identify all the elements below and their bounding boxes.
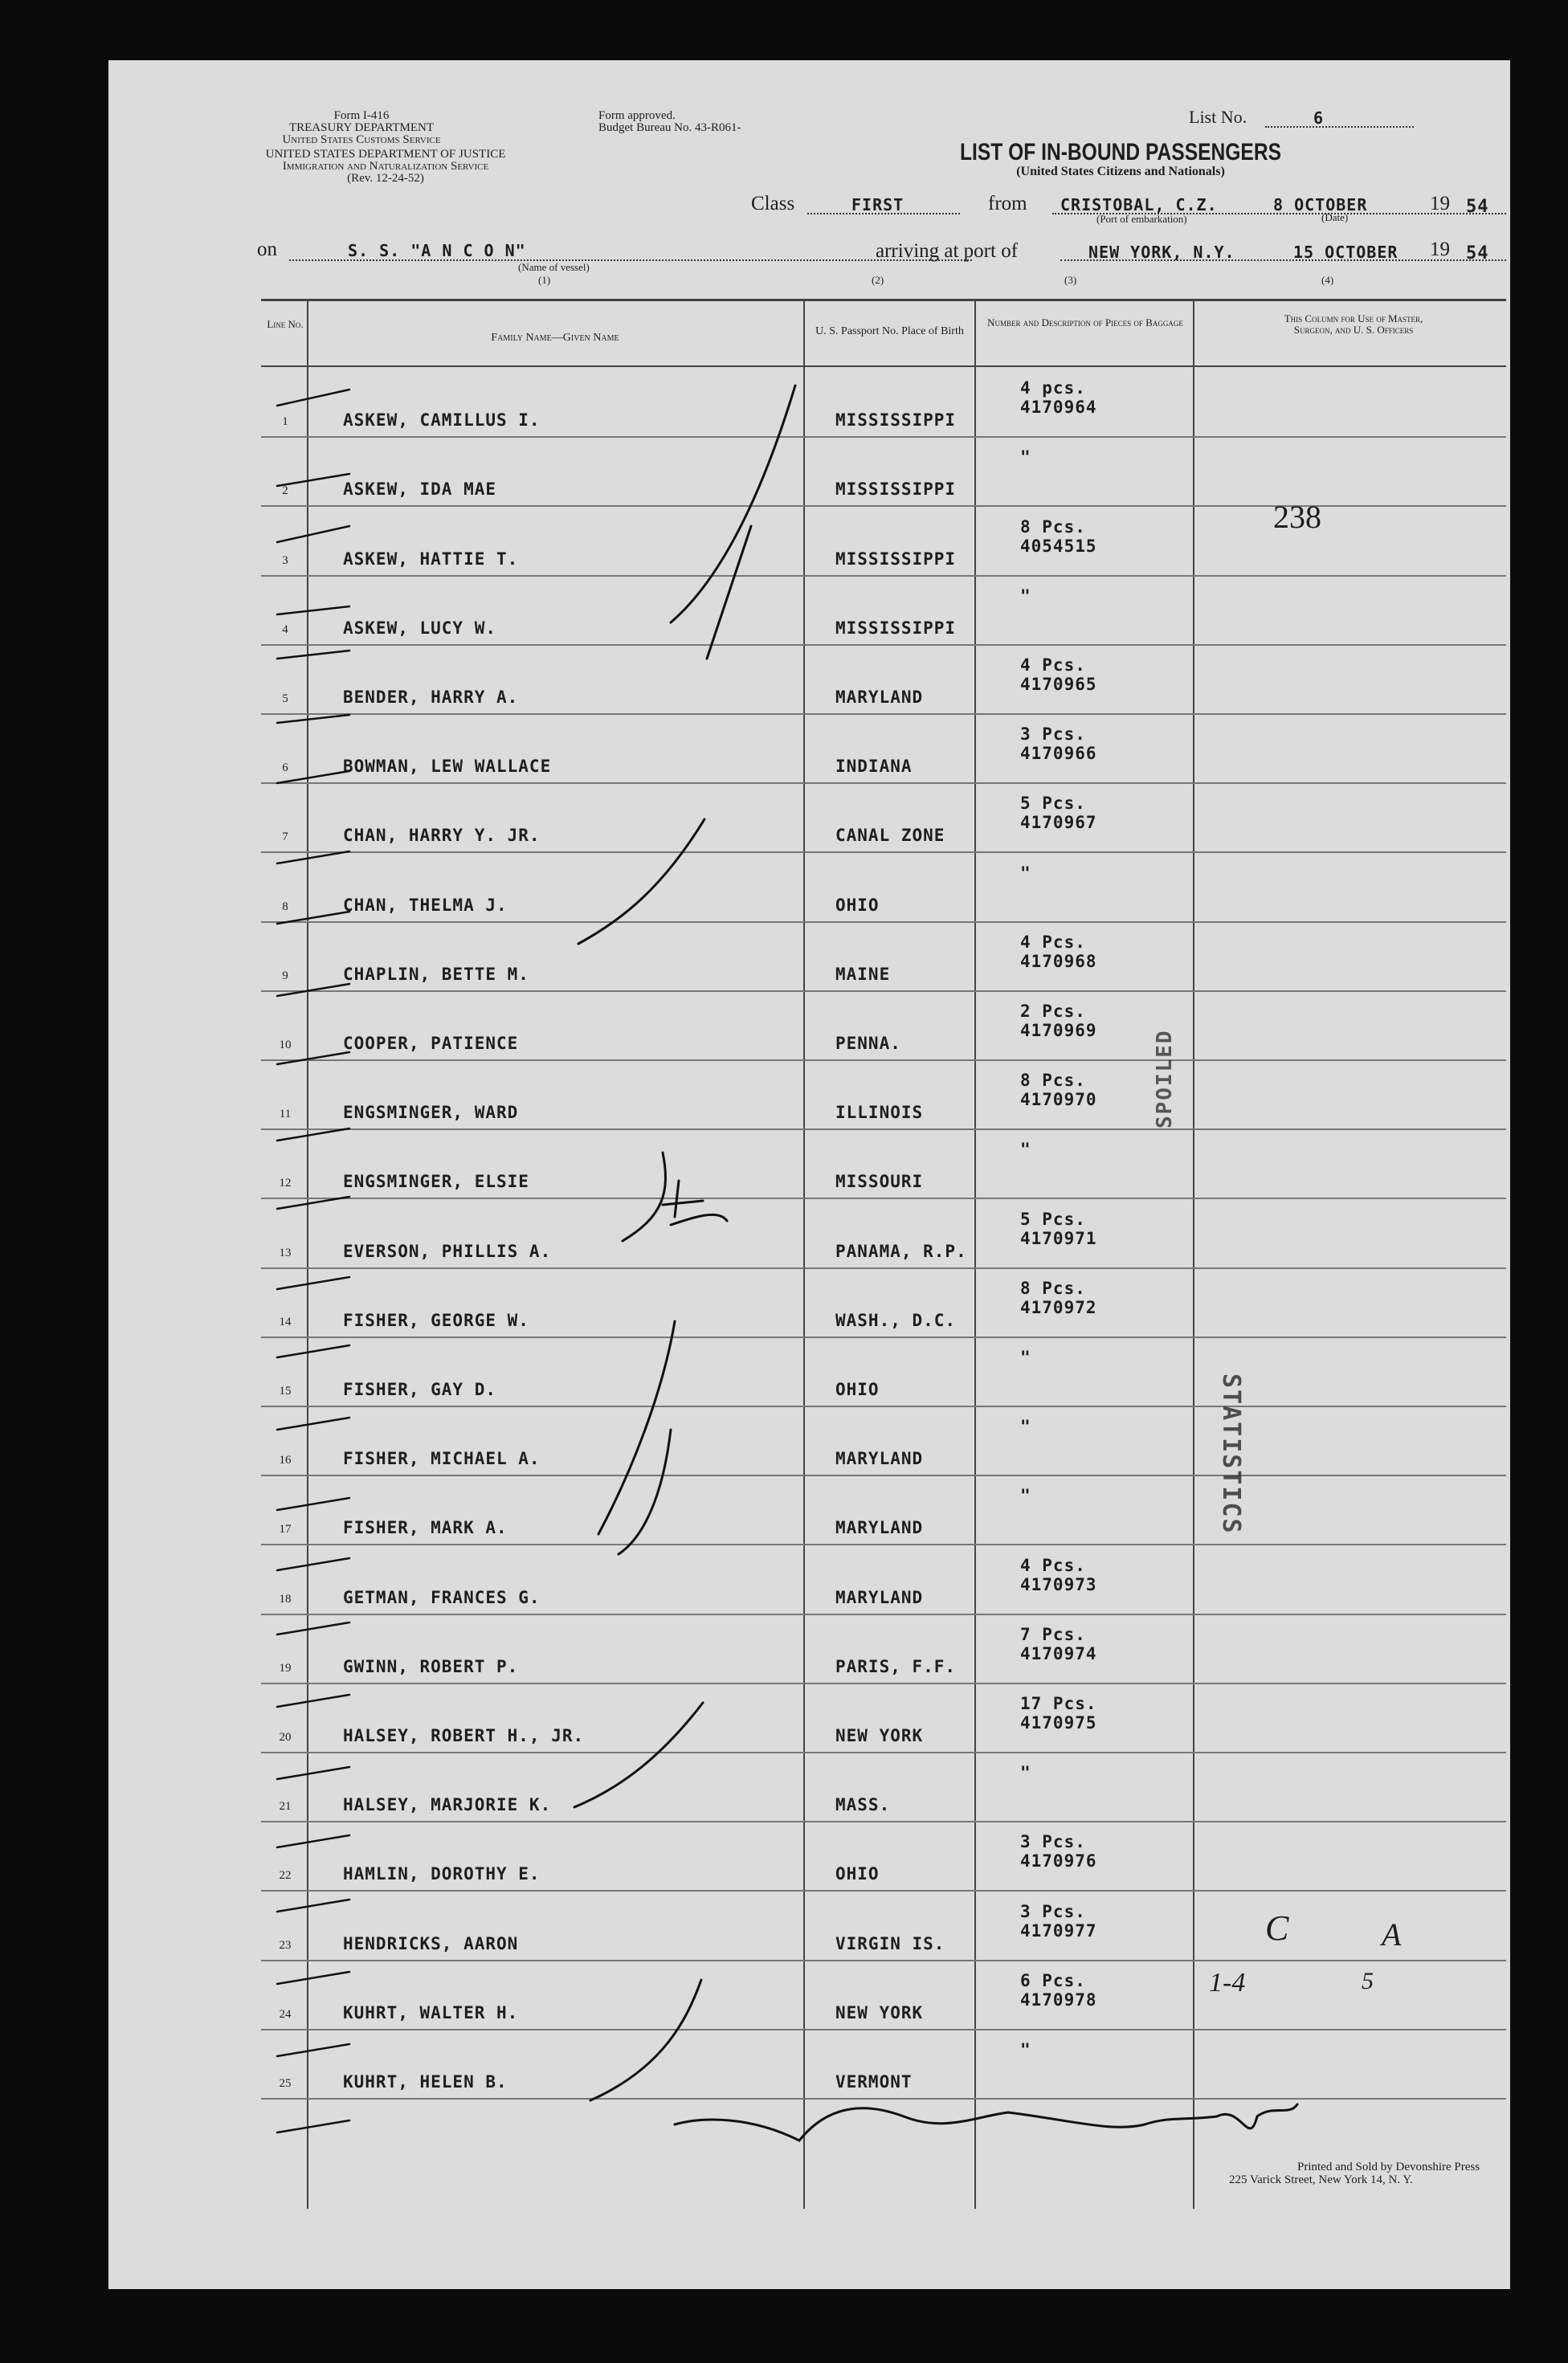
passenger-name: KUHRT, WALTER H. — [343, 2003, 519, 2022]
baggage-number: 4170973 — [1020, 1575, 1097, 1594]
line-number: 11 — [279, 1108, 292, 1120]
passenger-name: FISHER, GEORGE W. — [343, 1311, 529, 1330]
passenger-name: COOPER, PATIENCE — [343, 1034, 519, 1053]
place-of-birth: MARYLAND — [835, 1588, 924, 1607]
place-of-birth: CANAL ZONE — [835, 826, 945, 845]
ins-label: Immigration and Naturalization Service — [282, 160, 489, 173]
arrival-date: 15 OCTOBER — [1293, 243, 1399, 262]
place-of-birth: ILLINOIS — [835, 1103, 924, 1122]
class-label: Class — [751, 193, 795, 214]
printer-credit — [1229, 2161, 1480, 2186]
place-of-birth: VIRGIN IS. — [835, 1934, 945, 1953]
place-of-birth: MASS. — [835, 1795, 891, 1814]
customs-label: United States Customs Service — [282, 133, 441, 146]
place-of-birth: MAINE — [835, 965, 891, 984]
line-number: 24 — [279, 2008, 292, 2021]
passenger-name: ENGSMINGER, WARD — [343, 1103, 519, 1122]
passenger-name: ASKEW, LUCY W. — [343, 618, 497, 638]
passenger-name: CHAN, THELMA J. — [343, 896, 508, 915]
baggage-pieces: 4 Pcs. — [1020, 933, 1086, 952]
passenger-name: HENDRICKS, AARON — [343, 1934, 519, 1953]
list-no-value: 6 — [1313, 108, 1325, 128]
baggage-pieces: 4 Pcs. — [1020, 1556, 1086, 1575]
passenger-name: BENDER, HARRY A. — [343, 688, 519, 707]
place-of-birth: MISSISSIPPI — [835, 618, 957, 638]
passenger-name: ASKEW, IDA MAE — [343, 480, 497, 499]
form-number: Form I-416 — [333, 109, 390, 122]
passenger-name: FISHER, MARK A. — [343, 1518, 508, 1537]
place-of-birth: PANAMA, R.P. — [835, 1242, 967, 1261]
baggage-pieces: 4 Pcs. — [1020, 655, 1086, 675]
passenger-name: ENGSMINGER, ELSIE — [343, 1172, 529, 1191]
place-of-birth: MARYLAND — [835, 1518, 924, 1537]
line-number: 4 — [282, 623, 288, 636]
passenger-name: ASKEW, CAMILLUS I. — [343, 410, 541, 430]
line-number: 12 — [279, 1177, 292, 1190]
statistics-stamp: STATISTICS — [1217, 1373, 1245, 1535]
page-title: LIST OF IN-BOUND PASSENGERS — [959, 139, 1282, 165]
baggage-pieces: 3 Pcs. — [1020, 1902, 1086, 1921]
place-of-birth: PARIS, F.F. — [835, 1657, 957, 1676]
line-number: 15 — [279, 1385, 292, 1398]
place-of-birth: MISSOURI — [835, 1172, 924, 1191]
baggage-pieces: " — [1020, 586, 1031, 606]
baggage-number: 4170967 — [1020, 813, 1097, 832]
place-of-birth: PENNA. — [835, 1034, 901, 1053]
line-number: 25 — [279, 2077, 292, 2090]
place-of-birth: MISSISSIPPI — [835, 410, 957, 430]
passenger-name: HALSEY, MARJORIE K. — [343, 1795, 552, 1814]
baggage-number: 4170970 — [1020, 1090, 1097, 1109]
baggage-pieces: " — [1020, 1486, 1031, 1505]
line-number: 13 — [279, 1247, 292, 1259]
passenger-name: GETMAN, FRANCES G. — [343, 1588, 541, 1607]
date-caption: (Date) — [1321, 211, 1349, 223]
handwritten-5: 5 — [1362, 1968, 1374, 1994]
baggage-pieces: 8 Pcs. — [1020, 1279, 1086, 1298]
date-value: 8 OCTOBER — [1273, 195, 1368, 214]
vessel-caption: (Name of vessel) — [518, 261, 590, 273]
col1-number: (1) — [538, 274, 551, 286]
baggage-pieces: " — [1020, 447, 1031, 467]
baggage-number: 4170977 — [1020, 1921, 1097, 1941]
line-number: 16 — [279, 1454, 292, 1467]
place-of-birth: OHIO — [835, 1380, 880, 1399]
baggage-pieces: " — [1020, 1763, 1031, 1782]
baggage-pieces: 5 Pcs. — [1020, 1210, 1086, 1229]
baggage-number: 4170971 — [1020, 1229, 1097, 1248]
baggage-pieces: 3 Pcs. — [1020, 1832, 1086, 1851]
place-of-birth: VERMONT — [835, 2072, 913, 2092]
line-number: 19 — [279, 1662, 292, 1675]
baggage-number: 4170974 — [1020, 1644, 1097, 1663]
baggage-pieces: " — [1020, 2040, 1031, 2059]
place-of-birth: MARYLAND — [835, 1449, 924, 1468]
baggage-number: 4170965 — [1020, 675, 1097, 694]
baggage-pieces: " — [1020, 1348, 1031, 1367]
baggage-pieces: 5 Pcs. — [1020, 794, 1086, 813]
passenger-name: FISHER, GAY D. — [343, 1380, 497, 1399]
port-caption: (Port of embarkation) — [1096, 213, 1187, 225]
baggage-pieces: " — [1020, 1417, 1031, 1436]
baggage-pieces: " — [1020, 1140, 1031, 1159]
baggage-pieces: 8 Pcs. — [1020, 517, 1086, 537]
spoiled-stamp: SPOILED — [1153, 1029, 1177, 1128]
line-number: 18 — [279, 1593, 292, 1606]
officer-number: 238 — [1273, 499, 1321, 535]
manifest-sheet — [108, 60, 1510, 2289]
col3-number: (3) — [1064, 274, 1077, 286]
baggage-pieces: 8 Pcs. — [1020, 1071, 1086, 1090]
line-number: 1 — [282, 415, 288, 428]
budget-label: Budget Bureau No. 43-R061- — [598, 121, 741, 134]
place-of-birth: NEW YORK — [835, 1726, 924, 1745]
line-number: 23 — [279, 1939, 292, 1952]
baggage-number: 4170964 — [1020, 398, 1097, 417]
handwriting-marks — [108, 60, 1510, 2289]
justice-label: UNITED STATES DEPARTMENT OF JUSTICE — [265, 148, 506, 161]
place-of-birth: MISSISSIPPI — [835, 480, 957, 499]
place-of-birth: MARYLAND — [835, 688, 924, 707]
baggage-pieces: 3 Pcs. — [1020, 724, 1086, 744]
treasury-label: TREASURY DEPARTMENT — [288, 121, 435, 134]
line-number: 7 — [282, 831, 288, 843]
passenger-name: GWINN, ROBERT P. — [343, 1657, 519, 1676]
baggage-number: 4170976 — [1020, 1851, 1097, 1871]
port-value: CRISTOBAL, C.Z. — [1060, 195, 1218, 214]
baggage-number: 4170966 — [1020, 744, 1097, 763]
place-of-birth: OHIO — [835, 1864, 880, 1883]
handwritten-1-4: 1-4 — [1209, 1968, 1246, 1998]
place-of-birth: OHIO — [835, 896, 880, 915]
col-heading-passport: U. S. Passport No. Place of Birth — [815, 325, 964, 337]
passenger-name: EVERSON, PHILLIS A. — [343, 1242, 552, 1261]
handwritten-c: C — [1265, 1908, 1289, 1948]
col-heading-officers: This Column for Use of Master, Surgeon, and U. S. Officers — [1284, 312, 1423, 336]
year-prefix: 19 — [1430, 193, 1450, 214]
printer-line-2: 225 Varick Street, New York 14, N. Y. — [1229, 2173, 1413, 2186]
line-number: 8 — [282, 900, 288, 913]
col-heading-line: Line No. — [267, 318, 304, 330]
handwritten-a: A — [1382, 1916, 1402, 1953]
approved-label: Form approved. — [598, 109, 676, 122]
baggage-number: 4170972 — [1020, 1298, 1097, 1317]
line-number: 6 — [282, 761, 288, 774]
line-number: 14 — [279, 1316, 292, 1328]
passenger-name: BOWMAN, LEW WALLACE — [343, 757, 552, 776]
page-subtitle: (United States Citizens and Nationals) — [1016, 165, 1225, 178]
rev-label: (Rev. 12-24-52) — [347, 172, 424, 185]
place-of-birth: MISSISSIPPI — [835, 549, 957, 569]
baggage-number: 4054515 — [1020, 537, 1097, 556]
place-of-birth: NEW YORK — [835, 2003, 924, 2022]
arrival-year-prefix: 19 — [1430, 239, 1450, 260]
line-number: 3 — [282, 554, 288, 567]
line-number: 21 — [279, 1800, 292, 1813]
passenger-name: HALSEY, ROBERT H., JR. — [343, 1726, 585, 1745]
place-of-birth: WASH., D.C. — [835, 1311, 957, 1330]
printer-line-1: Printed and Sold by Devonshire Press — [1297, 2161, 1480, 2173]
baggage-number: 4170968 — [1020, 952, 1097, 971]
baggage-pieces: 6 Pcs. — [1020, 1971, 1086, 1990]
col-heading-baggage: Number and Description of Pieces of Baggage — [987, 316, 1183, 329]
place-of-birth: INDIANA — [835, 757, 913, 776]
vessel-value: S. S. "A N C O N" — [348, 241, 526, 260]
col4-number: (4) — [1321, 274, 1334, 286]
passenger-name: CHAN, HARRY Y. JR. — [343, 826, 541, 845]
baggage-pieces: 2 Pcs. — [1020, 1002, 1086, 1021]
arriving-label: arriving at port of — [876, 240, 1019, 262]
col2-number: (2) — [872, 274, 884, 286]
baggage-pieces: 7 Pcs. — [1020, 1625, 1086, 1644]
baggage-number: 4170978 — [1020, 1990, 1097, 2010]
from-label: from — [988, 193, 1027, 214]
line-number: 17 — [279, 1523, 292, 1536]
class-value: FIRST — [851, 195, 904, 214]
on-label: on — [257, 239, 277, 260]
passenger-name: ASKEW, HATTIE T. — [343, 549, 519, 569]
year-value: 54 — [1466, 197, 1489, 217]
baggage-pieces: 17 Pcs. — [1020, 1694, 1097, 1713]
passenger-name: CHAPLIN, BETTE M. — [343, 965, 529, 984]
line-number: 10 — [279, 1039, 292, 1051]
line-number: 2 — [282, 484, 288, 497]
baggage-number: 4170975 — [1020, 1713, 1097, 1732]
line-number: 22 — [279, 1869, 292, 1882]
list-no-label: List No. — [1189, 107, 1247, 127]
baggage-pieces: 4 pcs. — [1020, 378, 1086, 398]
arrival-year: 54 — [1466, 243, 1489, 263]
baggage-number: 4170969 — [1020, 1021, 1097, 1040]
line-number: 9 — [282, 969, 288, 982]
col-heading-name: Family Name—Given Name — [491, 332, 619, 344]
arrival-port: NEW YORK, N.Y. — [1088, 243, 1235, 262]
baggage-pieces: " — [1020, 863, 1031, 883]
passenger-name: HAMLIN, DOROTHY E. — [343, 1864, 541, 1883]
passenger-name: KUHRT, HELEN B. — [343, 2072, 508, 2092]
line-number: 5 — [282, 692, 288, 705]
line-number: 20 — [279, 1731, 292, 1744]
passenger-name: FISHER, MICHAEL A. — [343, 1449, 541, 1468]
